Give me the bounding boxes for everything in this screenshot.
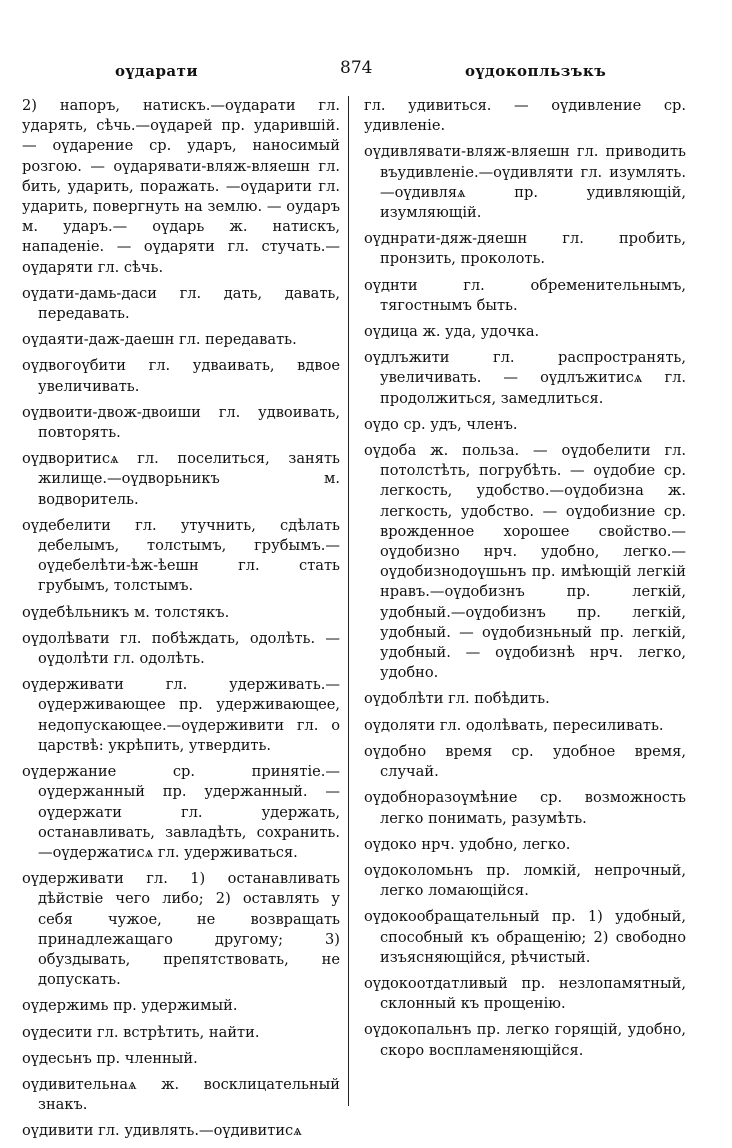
dictionary-entry: оүднрати-дяж-дяешн гл. пробить, пронзить, проколоть.: [364, 230, 686, 268]
column-divider: [348, 96, 349, 1106]
dictionary-entry: оүдобноразоүмѣние ср. возможность легко понимать, разумѣть.: [364, 789, 686, 827]
dictionary-entry: оүдоляти гл. одолѣвать, пересиливать.: [364, 716, 664, 734]
dictionary-entry: оүдоба ж. польза. — оүдобелити гл. потолстѣть, погрубѣть. — оүдобие ср. легкость, удобство.—оүдобизна ж. легкость, удобство. — оүдобизние ср. врожденное хорошее свойство.—оүдобизно нрч. удобно, легко.—оүдобизнодоүшьнъ пр. имѣющій легкій нравъ.—оүдобизнъ пр. легкій, удобный.—оүдобизнъ пр. легкій, удобный. — оүдобизньный пр. легкій, удобный. — оүдобизнѣ нрч. легко, удобно.: [364, 442, 686, 682]
dictionary-entry: оүдвогоүбити гл. удваивать, вдвое увеличивать.: [22, 357, 340, 395]
dictionary-entry: гл. удивиться. — оүдивление ср. удивленіе.: [364, 97, 686, 135]
dictionary-entry: оүдокопальнъ пр. легко горящій, удобно, скоро воспламеняющійся.: [364, 1021, 686, 1059]
page-header: [0, 58, 732, 86]
dictionary-entry: оүдивительнаѧ ж. восклицательный знакъ.: [22, 1075, 340, 1114]
dictionary-entry: 2) напоръ, натискъ.—оүдарати гл. ударять, сѣчь.—оүдарей пр. ударившій. — оүдарение ср. ударъ, наносимый розгою. — оүдарявати-вляж-вляешн гл. бить, ударить, поражать. —оүдарити гл. ударить, повергнуть на землю. — оударъ м. ударъ.— оүдарь ж. натискъ, нападеніе. — оүдаряти гл. стучать.—оүдаряти гл. сѣчь.: [22, 97, 340, 276]
dictionary-entry: оүднти гл. обременительнымъ, тягостнымъ быть.: [364, 276, 686, 314]
dictionary-entry: оүдебѣльникъ м. толстякъ.: [22, 603, 230, 621]
dictionary-entry: оүдивлявати-вляж-вляешн гл. приводить въудивленіе.—оүдивляти гл. изумлять.—оүдивляѧ пр. удивляющій, изумляющій.: [364, 143, 686, 222]
dictionary-entry: оүдо ср. удъ, членъ.: [364, 415, 518, 433]
dictionary-entry: оүдивити гл. удивлять.—оүдивитисѧ: [22, 1122, 302, 1140]
header-left-word: оүдарати: [115, 62, 199, 80]
dictionary-entry: оүдолѣвати гл. побѣждать, одолѣть. —оүдолѣти гл. одолѣть.: [22, 629, 340, 668]
dictionary-entry: оүдобно время ср. удобное время, случай.: [364, 742, 686, 781]
dictionary-entry: оүдица ж. уда, удочка.: [364, 323, 540, 341]
dictionary-entry: оүдоколомьнъ пр. ломкій, непрочный, легко ломающійся.: [364, 861, 686, 900]
dictionary-entry: оүдати-дамь-даси гл. дать, давать, передавать.: [22, 284, 340, 323]
dictionary-entry: оүдворитисѧ гл. поселиться, занять жилище.—оүдворьникъ м. водворитель.: [22, 450, 340, 508]
dictionary-entry: оүдоблѣти гл. побѣдить.: [364, 690, 550, 708]
dictionary-entry: оүдокоотдатливый пр. незлопамятный, склонный къ прощенію.: [364, 974, 686, 1013]
dictionary-entry: оүдаяти-даж-даешн гл. передавать.: [22, 331, 297, 349]
left-column: [22, 96, 340, 1148]
dictionary-entry: оүдесити гл. встрѣтить, найти.: [22, 1023, 260, 1041]
dictionary-entry: оүдерживати гл. 1) останавливать дѣйствіе чего либо; 2) оставлять у себя чужое, не возвращать принадлежащаго другому; 3) обуздывать, препятствовать, не допускать.: [22, 870, 340, 989]
dictionary-entry: оүдержание ср. принятіе.—оүдержанный пр. удержанный. — оүдержати гл. удержать, останавливать, завладѣть, сохранить.—оүдержатисѧ гл. удерживаться.: [22, 763, 340, 861]
right-column: [364, 96, 686, 1067]
dictionary-entry: оүдерживати гл. удерживать.—оүдерживающее пр. удерживающее, недопускающее.—оүдерживити гл. о царствѣ: укрѣпить, утвердить.: [22, 676, 340, 754]
page-number: 874: [340, 58, 373, 78]
dictionary-entry: оүдлъжити гл. распространять, увеличивать. — оүдлъжитисѧ гл. продолжиться, замедлиться.: [364, 349, 686, 407]
dictionary-entry: оүдесьнъ пр. членный.: [22, 1049, 198, 1067]
dictionary-entry: оүдоко нрч. удобно, легко.: [364, 835, 571, 853]
dictionary-entry: оүдержимь пр. удержимый.: [22, 997, 238, 1015]
dictionary-entry: оүдвоити-двож-двоиши гл. удвоивать, повторять.: [22, 403, 340, 442]
header-right-word: оүдокопльзъкъ: [465, 62, 607, 80]
dictionary-entry: оүдебелити гл. утучнить, сдѣлать дебелымъ, толстымъ, грубымъ.—оүдебелѣти-ѣж-ѣешн гл. стать грубымъ, толстымъ.: [22, 516, 340, 595]
dictionary-entry: оүдокообращательный пр. 1) удобный, способный къ обращенію; 2) свободно изъясняющійся, рѣчистый.: [364, 908, 686, 966]
